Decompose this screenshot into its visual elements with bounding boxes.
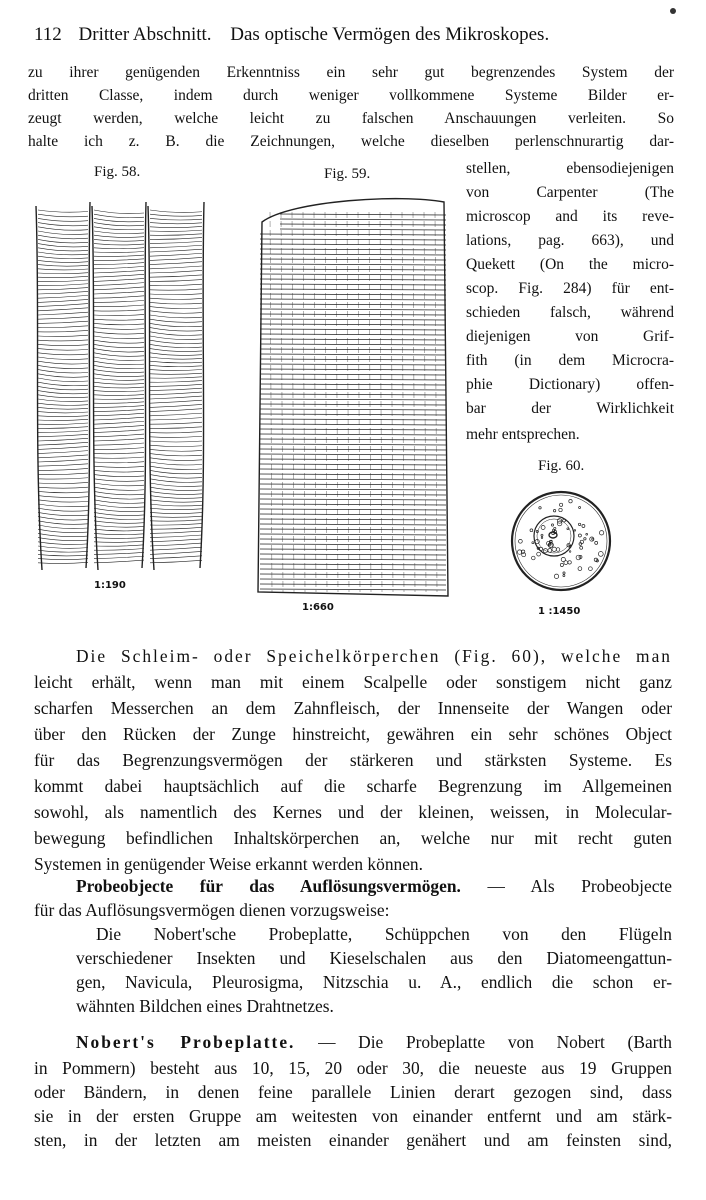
text-line: halte ich z. B. die Zeichnungen, welche dieselben perlenschnurartig dar- [28, 133, 674, 150]
fig60-illustration [508, 488, 614, 594]
text-line: für das Auflösungsvermögen dienen vorzugsweise: [34, 900, 390, 920]
fig58-illustration [32, 198, 212, 578]
fig60-caption: Fig. 60. [538, 458, 585, 474]
text-line: sie in der ersten Gruppe am weitesten von einander entfernt und am stärk- [34, 1106, 672, 1126]
text-line: Quekett (On the micro- [466, 256, 674, 273]
text-line: mehr entsprechen. [466, 426, 580, 443]
fig59-scale: 1:660 [302, 602, 334, 613]
text-line: oder Bändern, in denen feine parallele Linien derart gezogen sind, dass [34, 1082, 672, 1102]
text-line: Systemen in genügender Weise erkannt werden können. [34, 854, 423, 874]
text-line: Die Nobert'sche Probeplatte, Schüppchen von den Flügeln [96, 924, 672, 944]
text-line: Die Schleim- oder Speichelkörperchen (Fig. 60), welche man [76, 646, 672, 666]
text-line: dritten Classe, indem durch weniger vollkommene Systeme Bilder er- [28, 87, 674, 104]
text-line: in Pommern) besteht aus 10, 15, 20 oder 30, die neueste aus 19 Gruppen [34, 1058, 672, 1078]
section-heading: Probeobjecte für das Auflösungsvermögen. [76, 876, 461, 896]
text-line: sowohl, als namentlich des Kernes und der kleinen, weissen, in Molecular- [34, 802, 672, 822]
text-line: zeugt werden, welche leicht zu falschen Anschauungen verleiten. So [28, 110, 674, 127]
text-line: scop. Fig. 284) für ent- [466, 280, 674, 297]
fig60-scale: 1 :1450 [538, 606, 581, 617]
text-line: zu ihrer genügenden Erkenntniss ein sehr gut begrenzendes System der [28, 64, 674, 81]
text-line: von Carpenter (The [466, 184, 674, 201]
fig59-illustration [252, 192, 452, 600]
fig59-caption: Fig. 59. [324, 166, 371, 182]
text-line: bewegung befindlichen Inhaltskörperchen an, welche nur mit recht guten [34, 828, 672, 848]
text-line: gen, Navicula, Pleurosigma, Nitzschia u. A., endlich die schon er- [76, 972, 672, 992]
text-line: phie Dictionary) offen- [466, 376, 674, 393]
text-line: sten, in der letzten am meisten einander genähert und am feinsten sind, [34, 1130, 672, 1150]
text-line: microscop and its reve- [466, 208, 674, 225]
text-line: über den Rücken der Zunge hinstreicht, gewähren ein sehr schönes Object [34, 724, 672, 744]
section-heading-line: Nobert's Probeplatte. — Die Probeplatte von Nobert (Barth [76, 1032, 672, 1052]
text-line: verschiedener Insekten und Kieselschalen aus den Diatomeengattun- [76, 948, 672, 968]
fig58-caption: Fig. 58. [94, 164, 141, 180]
text-line: stellen, ebensodiejenigen [466, 160, 674, 177]
text-line: für das Begrenzungsvermögen der stärkeren und stärksten Systeme. Es [34, 750, 672, 770]
text-line: bar der Wirklichkeit [466, 400, 674, 417]
fig58-scale: 1:190 [94, 580, 126, 591]
text-line: schieden falsch, während [466, 304, 674, 321]
text-line: diejenigen von Grif- [466, 328, 674, 345]
running-header [34, 24, 674, 46]
ink-dot [670, 8, 676, 14]
text-line: fith (in dem Microcra- [466, 352, 674, 369]
section-heading-line: Probeobjecte für das Auflösungsvermögen. — Als Probeobjecte [76, 876, 672, 896]
section-heading: Nobert's Probeplatte. [76, 1032, 296, 1052]
text-line: lations, pag. 663), und [466, 232, 674, 249]
text-line: leicht erhält, wenn man mit einem Scalpelle oder sonstigem nicht ganz [34, 672, 672, 692]
text-line: wähnten Bildchen eines Drahtnetzes. [76, 996, 334, 1016]
section-title: Dritter Abschnitt. [78, 24, 212, 45]
page-number: 112 [34, 24, 62, 45]
text-line: kommt dabei hauptsächlich auf die scharfe Begrenzung im Allgemeinen [34, 776, 672, 796]
text-line: scharfen Messerchen an dem Zahnfleisch, der Innenseite der Wangen oder [34, 698, 672, 718]
chapter-title: Das optische Vermögen des Mikroskopes. [230, 24, 550, 45]
